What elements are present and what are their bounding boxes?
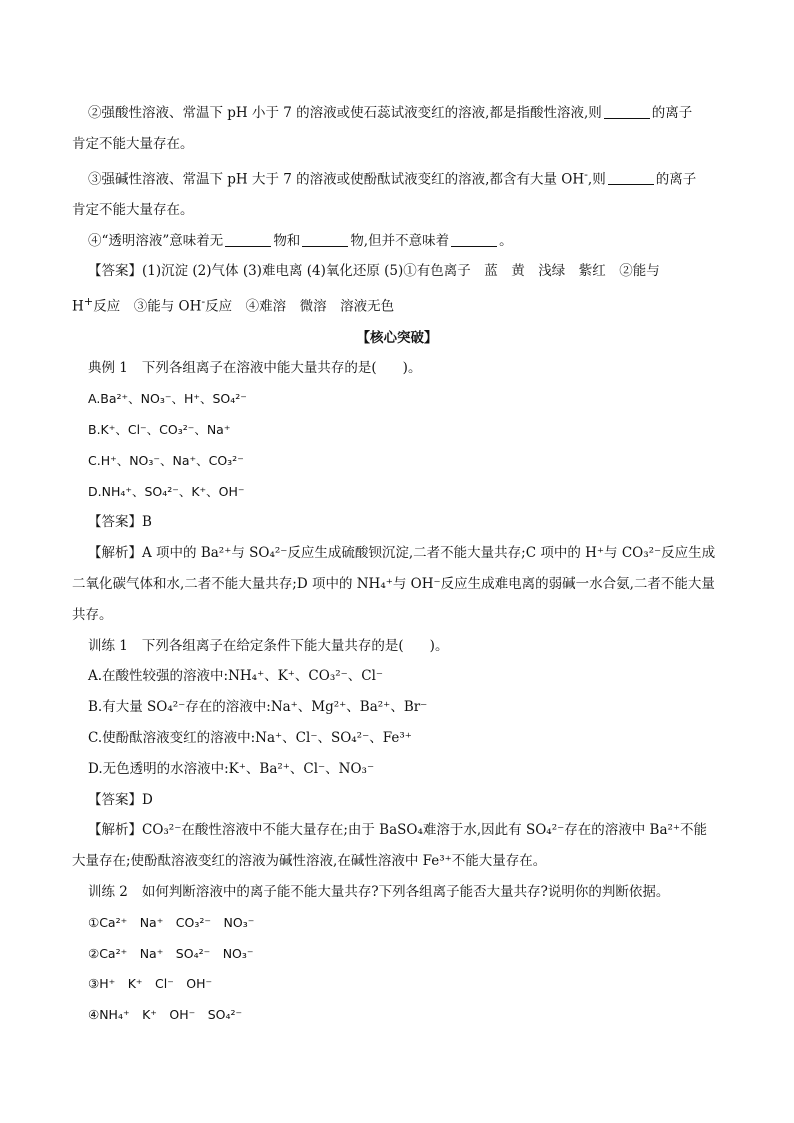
training-option-c: C.使酚酞溶液变红的溶液中:Na⁺、Cl⁻、SO₄²⁻、Fe³⁺ (88, 729, 412, 746)
transparent-c: 物,但并不意味着 (350, 232, 450, 249)
transparent-a: ④“透明溶液”意味着无 (88, 232, 224, 249)
oh-charge: - (584, 167, 588, 181)
example-option-d: D.NH₄⁺、SO₄²⁻、K⁺、OH⁻ (88, 483, 245, 499)
training-option-a: A.在酸性较强的溶液中:NH₄⁺、K⁺、CO₃²⁻、Cl⁻ (88, 668, 384, 685)
training-2-item-3: ③H⁺ K⁺ Cl⁻ OH⁻ (88, 976, 213, 992)
example-1-question: 典例 1 下列各组离子在溶液中能大量共存的是( )。 (88, 360, 422, 377)
training-1-question: 训练 1 下列各组离子在给定条件下能大量共存的是( )。 (88, 637, 449, 654)
example-option-b: B.K⁺、Cl⁻、CO₃²⁻、Na⁺ (88, 421, 231, 437)
answer-label: 【答案】 (88, 263, 142, 280)
section-title: 【核心突破】 (356, 329, 438, 346)
example-label: 典例 1 (88, 360, 128, 377)
fill-blank-basic[interactable] (608, 170, 654, 185)
transparent-d: 。 (499, 232, 513, 249)
fill-blank-acidic[interactable] (604, 104, 650, 119)
acidic-solution-line-2: 肯定不能大量存在。 (72, 135, 194, 152)
acidic-text: ②强酸性溶液、常温下 pH 小于 7 的溶液或使石蕊试液变红的溶液,都是指酸性溶液,则 (88, 105, 602, 121)
example-option-a: A.Ba²⁺、NO₃⁻、H⁺、SO₄²⁻ (88, 391, 247, 407)
training-analysis-line-2: 大量存在;使酚酞溶液变红的溶液为碱性溶液,在碱性溶液中 Fe³⁺不能大量存在。 (72, 853, 547, 870)
example-answer: 【答案】B (88, 514, 152, 531)
basic-mid: ,则 (587, 171, 606, 188)
example-option-c: C.H⁺、NO₃⁻、Na⁺、CO₃²⁻ (88, 452, 244, 468)
basic-suffix: 的离子 (655, 171, 697, 188)
training-option-b: B.有大量 SO₄²⁻存在的溶液中:Na⁺、Mg²⁺、Ba²⁺、Br⁻ (88, 699, 428, 716)
training-option-d: D.无色透明的水溶液中:K⁺、Ba²⁺、Cl⁻、NO₃⁻ (88, 760, 375, 777)
training-analysis-line-1: 【解析】CO₃²⁻在酸性溶液中不能大量存在;由于 BaSO₄难溶于水,因此有 SO₄²⁻存在的溶液中 Ba²⁺不能 (88, 822, 708, 839)
basic-text: ③强碱性溶液、常温下 pH 大于 7 的溶液或使酚酞试液变红的溶液,都含有大量 OH (88, 171, 585, 188)
basic-solution-line (72, 160, 722, 195)
acidic-suffix: 的离子 (651, 105, 693, 121)
answer-text: (1)沉淀 (2)气体 (3)难电离 (4)氧化还原 (5)①有色离子 蓝 黄 浅绿 紫红 ②能与 (142, 263, 660, 280)
training-answer: 【答案】D (88, 791, 153, 808)
example-analysis-line-2: 二氧化碳气体和水,二者不能大量共存;D 项中的 NH₄⁺与 OH⁻反应生成难电离的弱碱一水合氨,二者不能大量 (72, 575, 715, 592)
training-2-item-4: ④NH₄⁺ K⁺ OH⁻ SO₄²⁻ (88, 1007, 243, 1023)
document-page (72, 98, 722, 1031)
transparent-solution-line (72, 226, 722, 257)
transparent-b: 物和 (273, 232, 301, 249)
answer-line-2: H+反应 ③能与 OH-反应 ④难溶 微溶 溶液无色 (72, 295, 395, 315)
example-analysis-line-1: 【解析】A 项中的 Ba²⁺与 SO₄²⁻反应生成硫酸钡沉淀,二者不能大量共存;C 项中的 H⁺与 CO₃²⁻反应生成 (88, 545, 716, 562)
training-2-question: 训练 2 如何判断溶液中的离子能不能大量共存?下列各组离子能否大量共存?说明你的判断依据。 (88, 883, 670, 900)
fill-blank-transparent-3[interactable] (451, 232, 497, 247)
fill-blank-transparent-1[interactable] (225, 232, 271, 247)
training-2-item-1: ①Ca²⁺ Na⁺ CO₃²⁻ NO₃⁻ (88, 914, 255, 930)
fill-blank-transparent-2[interactable] (302, 232, 348, 247)
training-2-item-2: ②Ca²⁺ Na⁺ SO₄²⁻ NO₃⁻ (88, 945, 254, 961)
acidic-solution-line (72, 98, 722, 129)
example-analysis-line-3: 共存。 (72, 606, 113, 623)
basic-solution-line-2: 肯定不能大量存在。 (72, 201, 194, 218)
answer-line-1 (72, 256, 722, 287)
